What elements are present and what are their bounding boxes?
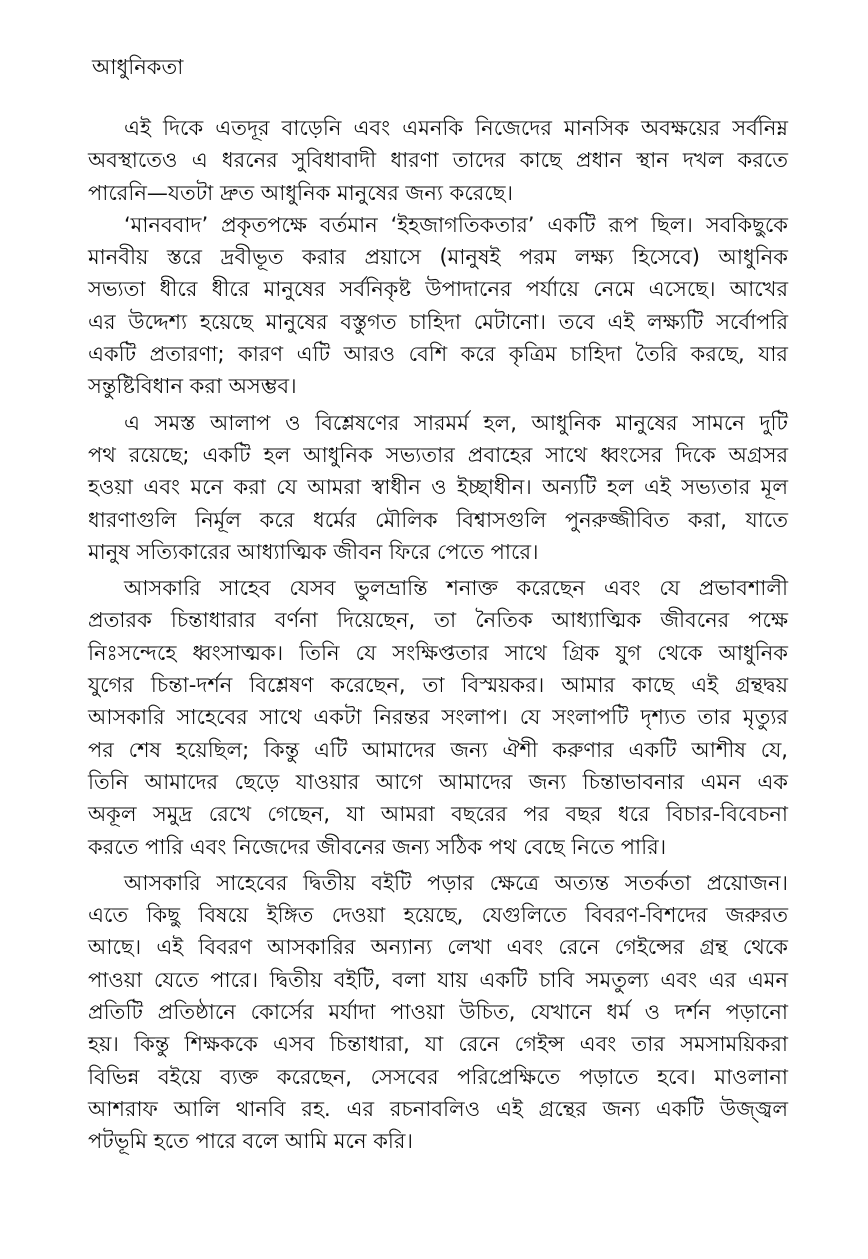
text-line: আসকারি সাহেব যেসব ভুলভ্রান্তি শনাক্ত করেছেন এবং যে প্রভাবশালী [124,576,788,601]
text-line: পারেনি—যতটা দ্রুত আধুনিক মানুষের জন্য করেছে। [88,180,513,205]
text-line: পথ রয়েছে; একটি হল আধুনিক সভ্যতার প্রবাহের সাথে ধ্বংসের দিকে অগ্রসর [88,442,788,467]
text-line: ধারণাগুলি নির্মূল করে ধর্মের মৌলিক বিশ্বাসগুলি পুনরুজ্জীবিত করা, যাতে [88,507,788,532]
paragraph-1 [88,112,788,209]
running-header-title: আধুনিকতা [92,55,184,79]
paragraph-5 [88,867,788,1158]
paragraph-2 [88,209,788,403]
text-line: আছে। এই বিবরণ আসকারির অন্যান্য লেখা এবং রেনে গেইন্সের গ্রন্থ থেকে [88,935,788,960]
text-line: সন্তুষ্টিবিধান করা অসম্ভব। [88,374,297,399]
text-line: বিভিন্ন বইয়ে ব্যক্ত করেছেন, সেসবের পরিপ্রেক্ষিতে পড়াতে হবে। মাওলানা [88,1064,788,1089]
text-line: মানবীয় স্তরে দ্রবীভূত করার প্রয়াসে (মানুষই পরম লক্ষ্য হিসেবে) আধুনিক [88,245,788,270]
text-line: নিঃসন্দেহে ধ্বংসাত্মক। তিনি যে সংক্ষিপ্ততার সাথে গ্রিক যুগ থেকে আধুনিক [88,640,788,665]
text-line: আশরাফ আলি থানবি রহ. এর রচনাবলিও এই গ্রন্থের জন্য একটি উজ্জ্বল [88,1096,788,1121]
text-line: যুগের চিন্তা-দর্শন বিশ্লেষণ করেছেন, তা বিস্ময়কর। আমার কাছে এই গ্রন্থদ্বয় [88,673,788,698]
text-line: হয়। কিন্তু শিক্ষককে এসব চিন্তাধারা, যা রেনে গেইন্স এবং তার সমসাময়িকরা [88,1032,788,1057]
text-line: হওয়া এবং মনে করা যে আমরা স্বাধীন ও ইচ্ছাধীন। অন্যটি হল এই সভ্যতার মূল [88,475,788,500]
text-line: পটভূমি হতে পারে বলে আমি মনে করি। [88,1129,413,1154]
text-line: আসকারি সাহেবের দ্বিতীয় বইটি পড়ার ক্ষেত্রে অত্যন্ত সতর্কতা প্রয়োজন। [124,870,788,895]
text-line: একটি প্রতারণা; কারণ এটি আরও বেশি করে কৃত্রিম চাহিদা তৈরি করছে, যার [88,342,788,367]
text-line: এই দিকে এতদূর বাড়েনি এবং এমনকি নিজেদের মানসিক অবক্ষয়ের সর্বনিম্ন [124,116,788,140]
body-text [88,112,788,1158]
text-line: আসকারি সাহেবের সাথে একটা নিরন্তর সংলাপ। যে সংলাপটি দৃশ্যত তার মৃত্যুর [88,705,788,730]
text-line: পাওয়া যেতে পারে। দ্বিতীয় বইটি, বলা যায় একটি চাবি সমতুল্য এবং এর এমন [88,967,788,992]
text-line: করতে পারি এবং নিজেদের জীবনের জন্য সঠিক পথ বেছে নিতে পারি। [88,834,667,859]
text-line: ‘মানববাদ’ প্রকৃতপক্ষে বর্তমান ‘ইহজাগতিকতার’ একটি রূপ ছিল। সবকিছুকে [124,212,788,237]
text-line: এ সমস্ত আলাপ ও বিশ্লেষণের সারমর্ম হল, আধুনিক মানুষের সামনে দুটি [124,410,788,435]
paragraph-3 [88,407,788,568]
text-line: প্রতারক চিন্তাধারার বর্ণনা দিয়েছেন, তা নৈতিক আধ্যাত্মিক জীবনের পক্ষে [88,608,788,633]
text-line: অকূল সমুদ্র রেখে গেছেন, যা আমরা বছরের পর বছর ধরে বিচার-বিবেচনা [88,802,788,827]
text-line: সভ্যতা ধীরে ধীরে মানুষের সর্বনিকৃষ্ট উপাদানের পর্যায়ে নেমে এসেছে। আখের [88,277,788,302]
paragraph-4 [88,572,788,863]
text-line: তিনি আমাদের ছেড়ে যাওয়ার আগে আমাদের জন্য চিন্তাভাবনার এমন এক [88,769,788,794]
text-line: মানুষ সত্যিকারের আধ্যাত্মিক জীবন ফিরে পেতে পারে। [88,539,539,564]
text-line: পর শেষ হয়েছিল; কিন্তু এটি আমাদের জন্য ঐশী করুণার একটি আশীষ যে, [88,737,788,762]
text-line: এতে কিছু বিষয়ে ইঙ্গিত দেওয়া হয়েছে, যেগুলিতে বিবরণ-বিশদের জরুরত [88,903,788,928]
text-line: এর উদ্দেশ্য হয়েছে মানুষের বস্তুগত চাহিদা মেটানো। তবে এই লক্ষ্যটি সর্বোপরি [88,309,788,334]
text-line: প্রতিটি প্রতিষ্ঠানে কোর্সের মর্যাদা পাওয়া উচিত, যেখানে ধর্ম ও দর্শন পড়ানো [88,1000,788,1025]
text-line: অবস্থাতেও এ ধরনের সুবিধাবাদী ধারণা তাদের কাছে প্রধান স্থান দখল করতে [88,148,788,173]
